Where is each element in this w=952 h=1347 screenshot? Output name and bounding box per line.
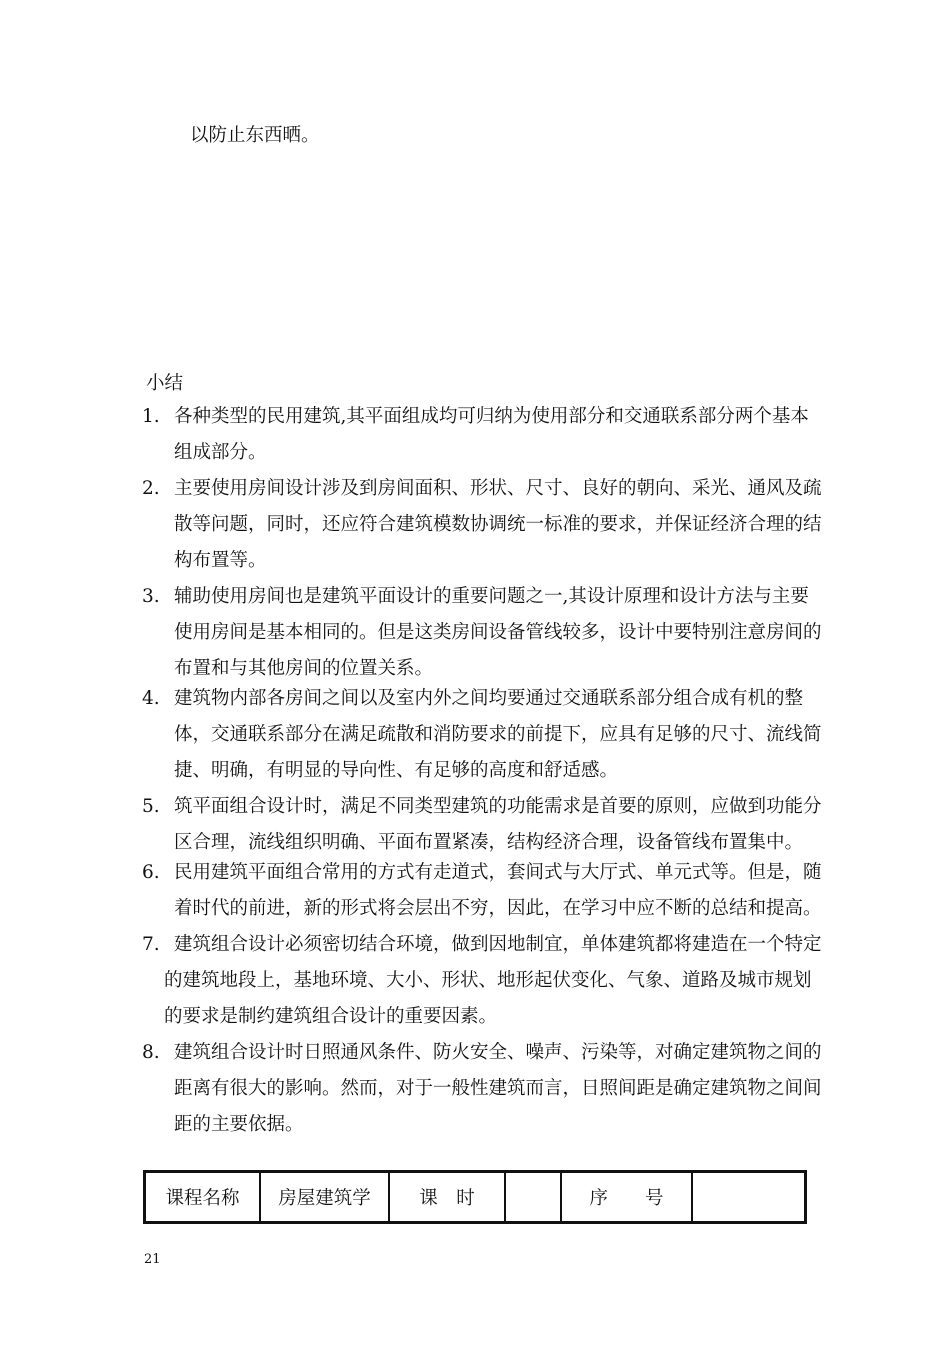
summary-item-line: 各种类型的民用建筑,其平面组成均可归纳为使用部分和交通联系部分两个基本 <box>174 406 809 427</box>
summary-item-number: 3. <box>142 586 160 607</box>
summary-item-line: 着时代的前进，新的形式将会层出不穷，因此，在学习中应不断的总结和提高。 <box>174 898 822 919</box>
summary-item-line: 辅助使用房间也是建筑平面设计的重要问题之一,其设计原理和设计方法与主要 <box>174 586 809 607</box>
summary-item-number: 8. <box>142 1042 160 1063</box>
summary-item-line: 体，交通联系部分在满足疏散和消防要求的前提下，应具有足够的尺寸、流线简 <box>174 724 822 745</box>
course-name-label-cell: 课程名称 <box>146 1173 261 1221</box>
summary-item-number: 2. <box>142 478 160 499</box>
summary-item-line: 的要求是制约建筑组合设计的重要因素。 <box>164 1006 498 1027</box>
summary-item-line: 布置和与其他房间的位置关系。 <box>174 658 434 679</box>
course-name-value-cell: 房屋建筑学 <box>261 1173 390 1221</box>
summary-item-line: 的建筑地段上，基地环境、大小、形状、地形起伏变化、气象、道路及城市规划 <box>164 970 812 991</box>
summary-item-line: 建筑组合设计时日照通风条件、防火安全、噪声、污染等，对确定建筑物之间的 <box>174 1042 822 1063</box>
summary-item-line: 建筑组合设计必须密切结合环境，做到因地制宜，单体建筑都将建造在一个特定 <box>174 934 822 955</box>
intro-text: 以防止东西晒。 <box>190 125 320 146</box>
summary-item-number: 7. <box>142 934 160 955</box>
summary-item-line: 筑平面组合设计时，满足不同类型建筑的功能需求是首要的原则，应做到功能分 <box>174 796 822 817</box>
class-hours-label-cell: 课 时 <box>390 1173 506 1221</box>
summary-item-line: 组成部分。 <box>174 442 267 463</box>
class-hours-value-cell <box>506 1173 562 1221</box>
summary-item-number: 6. <box>142 862 160 883</box>
summary-item-line: 主要使用房间设计涉及到房间面积、形状、尺寸、良好的朝向、采光、通风及疏 <box>174 478 822 499</box>
course-info-table <box>143 1170 807 1224</box>
summary-item-line: 建筑物内部各房间之间以及室内外之间均要通过交通联系部分组合成有机的整 <box>174 688 804 709</box>
summary-item-line: 距的主要依据。 <box>174 1114 304 1135</box>
summary-item-line: 捷、明确，有明显的导向性、有足够的高度和舒适感。 <box>174 760 619 781</box>
summary-heading: 小结 <box>146 373 184 394</box>
sequence-value-cell <box>693 1173 804 1221</box>
page-number: 21 <box>144 1252 161 1267</box>
summary-item-line: 区合理，流线组织明确、平面布置紧凑，结构经济合理，设备管线布置集中。 <box>174 832 804 853</box>
summary-item-number: 1. <box>142 406 160 427</box>
summary-item-line: 民用建筑平面组合常用的方式有走道式，套间式与大厅式、单元式等。但是，随 <box>174 862 822 883</box>
summary-item-line: 构布置等。 <box>174 550 267 571</box>
summary-item-line: 使用房间是基本相同的。但是这类房间设备管线较多，设计中要特别注意房间的 <box>174 622 822 643</box>
summary-item-number: 5. <box>142 796 160 817</box>
summary-item-number: 4. <box>142 688 160 709</box>
summary-item-line: 散等问题，同时，还应符合建筑模数协调统一标准的要求，并保证经济合理的结 <box>174 514 822 535</box>
summary-item-line: 距离有很大的影响。然而，对于一般性建筑而言，日照间距是确定建筑物之间间 <box>174 1078 822 1099</box>
sequence-label-cell: 序 号 <box>562 1173 693 1221</box>
